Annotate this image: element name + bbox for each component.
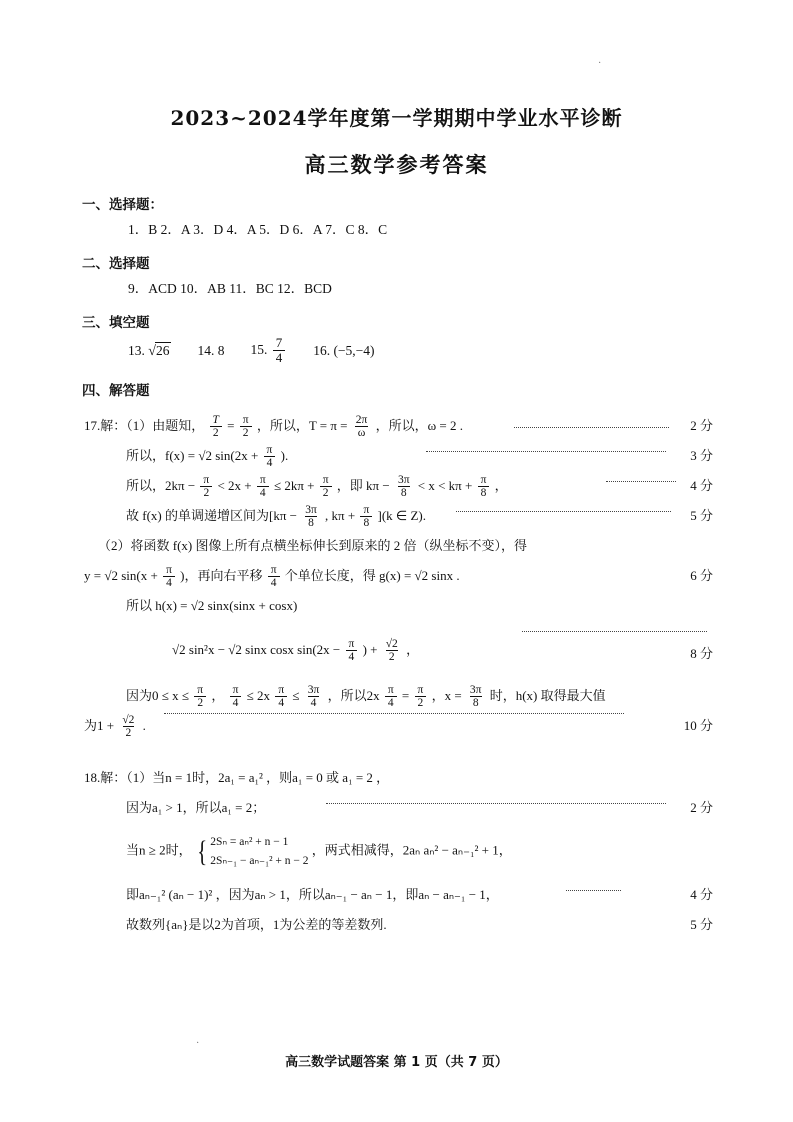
q17-line-6: y = √2 sin(x + $\frac{\pi}{4}$ )，再向右平移 $\frac{\pi}{4}$ 个单位长度，得 g(x) = √2 sinx . 6 分 (84, 561, 713, 591)
q18-line-5: 故数列{aₙ}是以2为首项，1为公差的等差数列. 5 分 (126, 910, 713, 940)
dot-leader (426, 451, 666, 452)
section-1-heading: 一、选择题： (82, 197, 163, 213)
section-3-heading: 三、填空题 (82, 315, 150, 331)
section-2-heading: 二、选择题 (82, 256, 150, 272)
section-3-answers (128, 337, 713, 365)
page-subtitle: 高三数学参考答案 (304, 152, 489, 177)
q17-line-3: 所以，2kπ − $\frac{\pi}{2}$ < 2x + $\frac{\pi}{4}$ ≤ 2kπ + $\frac{\pi}{2}$ ，即 kπ − $\frac{3\pi}{8}$ < x < kπ + $\frac{\pi}{8}$ ， 4 分 (126, 471, 713, 501)
q17-line-10: 为1 + $\frac{√2}{2}$ . 10 分 (84, 711, 713, 741)
q18-line-2: 因为a₁ > 1，所以a₁ = 2； 2 分 (126, 793, 713, 823)
section-2-answers: 9．ACD 10．AB 11．BC 12．BCD (128, 281, 332, 296)
q17-score-6: 6 分 (690, 568, 713, 584)
footer-speck: · (196, 1038, 200, 1049)
page-footer: 高三数学试题答案 第 1 页（共 7 页） (285, 1055, 508, 1070)
dot-leader (514, 427, 669, 428)
section-4-heading: 四、解答题 (82, 383, 150, 400)
q18-score-5: 5 分 (690, 917, 713, 933)
q17-line-2: 所以，f(x) = √2 sin(2x + $\frac{\pi}{4}$ ). 3 分 (126, 441, 713, 471)
section-1-answers: 1．B 2．A 3．D 4．A 5．D 6．A 7．C 8．C (128, 222, 388, 237)
q18-line-3: 当n ≥ 2时， { 2Sₙ = aₙ² + n − 1 2Sₙ₋₁ − aₙ₋₁² + n − 2 ，两式相减得，2aₙ aₙ² − aₙ₋₁² + 1， (126, 833, 713, 870)
q17-line-9: 因为0 ≤ x ≤ $\frac{\pi}{2}$ ， $\frac{\pi}{4}$ ≤ 2x $\frac{\pi}{4}$ ≤ $\frac{3\pi}{4}$ ，所以2x $\frac{\pi}{4}$ = $\frac{\pi}{2}$ ，x = $\frac{3\pi}{8}$ 时，h(x) 取得最大值 (126, 683, 606, 709)
q18-line-1: 18.解：（1）当n = 1时，2a₁ = a₁² ，则a₁ = 0 或 a₁ = 2 ， (84, 770, 390, 786)
q18-line-4: 即aₙ₋₁² (aₙ − 1)² ，因为aₙ > 1，所以aₙ₋₁ − aₙ − 1，即aₙ − aₙ₋₁ − 1， 4 分 (126, 880, 713, 910)
fill-item-16: 16. (−5,−4) (313, 343, 375, 359)
q17-line-1: 17.解：（1）由题知， $\frac{T}{2}$ = $\frac{\pi}{2}$ ，所以，T = π = $\frac{2\pi}{\omega}$ ，所以，ω = 2 . 2 分 (84, 411, 713, 441)
q17-score-4: 5 分 (690, 508, 713, 524)
q18-score-2: 2 分 (690, 800, 713, 816)
dot-leader (566, 890, 621, 891)
fill-item-14: 14. 8 (197, 343, 225, 359)
q17-score-10: 10 分 (683, 718, 713, 734)
dot-leader (164, 713, 624, 714)
q17-line-5: （2）将函数 f(x) 图像上所有点横坐标伸长到原来的 2 倍（纵坐标不变），得 (98, 538, 527, 554)
page-speck: · (598, 58, 602, 69)
dot-leader (606, 481, 676, 482)
fill-item-15: 15. $\frac{7}{4}$ (250, 337, 287, 365)
solutions-body (80, 411, 713, 940)
q17-score-1: 2 分 (690, 418, 713, 434)
fill-item-13: 13. √26 (128, 343, 170, 360)
q18-score-4: 4 分 (690, 887, 713, 903)
dot-leader (522, 631, 707, 632)
q17-score-3: 4 分 (690, 478, 713, 494)
equation-system: { 2Sₙ = aₙ² + n − 1 2Sₙ₋₁ − aₙ₋₁² + n − 2 (197, 834, 309, 868)
q17-line-4: 故 f(x) 的单调递增区间为[kπ − $\frac{3\pi}{8}$ , kπ + $\frac{\pi}{8}$ ](k ∈ Z). 5 分 (126, 501, 713, 531)
q17-line-7: 所以 h(x) = √2 sinx(sinx + cosx) (126, 598, 298, 614)
dot-leader (326, 803, 666, 804)
page-title: 2023~2024学年度第一学期期中学业水平诊断 (170, 106, 623, 130)
dot-leader (456, 511, 671, 512)
q17-line-8: √2 sin²x − √2 sinx cosx sin(2x − $\frac{\pi}{4}$ ) + $\frac{√2}{2}$ ， 8 分 (172, 635, 713, 665)
q17-score-8: 8 分 (690, 646, 713, 662)
q17-score-2: 3 分 (690, 448, 713, 464)
